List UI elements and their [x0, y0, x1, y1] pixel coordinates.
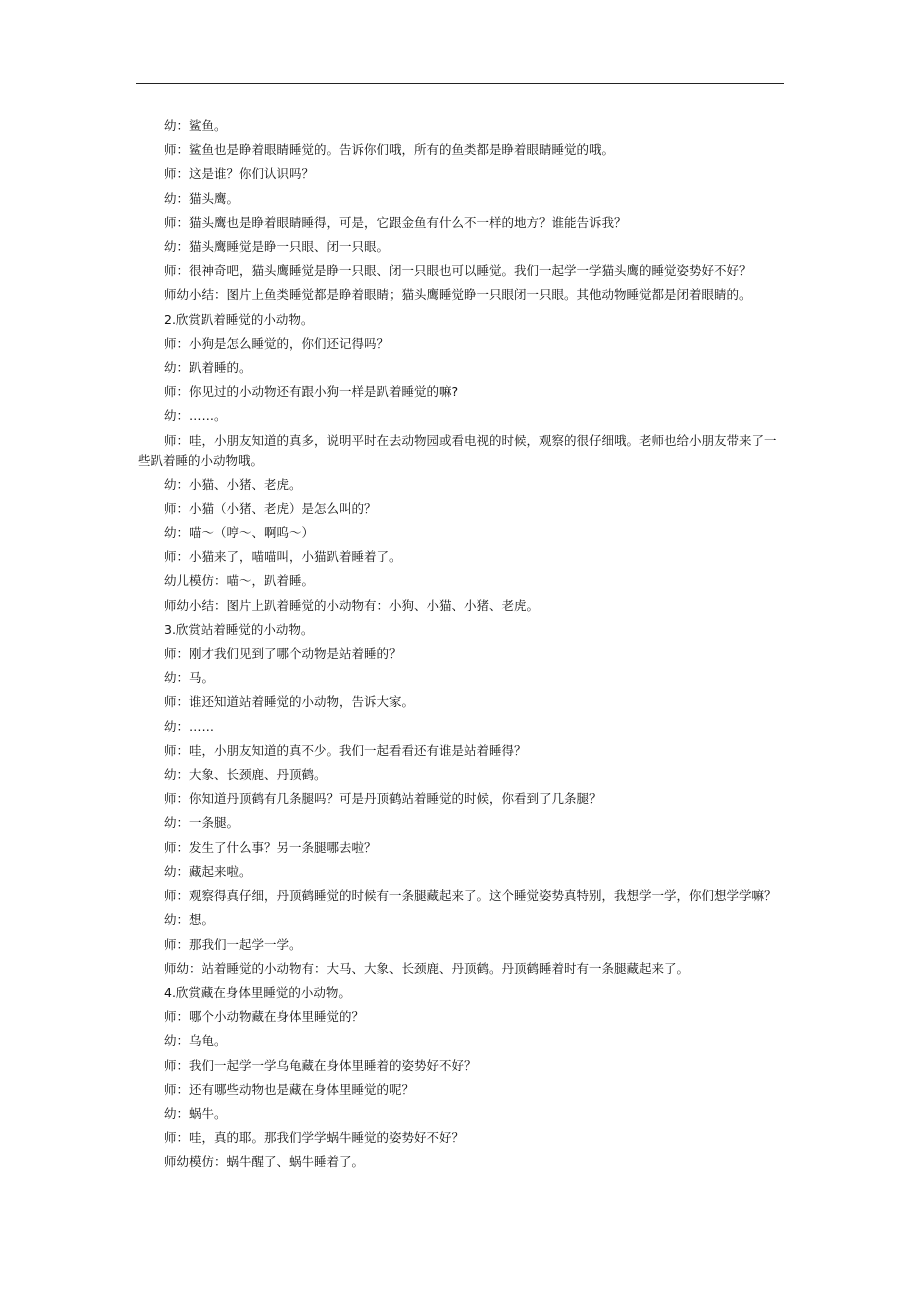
paragraph: 幼：猫头鹰。 — [164, 190, 240, 206]
paragraph: 幼：一条腿。 — [164, 815, 240, 831]
paragraph: 幼：趴着睡的。 — [164, 360, 252, 376]
paragraph: 幼：鲨鱼。 — [164, 118, 227, 133]
paragraph: 师：猫头鹰也是睁着眼睛睡得，可是，它跟金鱼有什么不一样的地方？谁能告诉我？ — [164, 214, 627, 230]
paragraph: 师：还有哪些动物也是藏在身体里睡觉的呢？ — [164, 1081, 415, 1097]
paragraph: 师：那我们一起学一学。 — [164, 936, 302, 952]
paragraph: 师：小猫来了，喵喵叫，小猫趴着睡着了。 — [164, 549, 402, 565]
paragraph: 幼：……。 — [164, 408, 227, 424]
section-heading: 3.欣赏站着睡觉的小动物。 — [164, 621, 314, 637]
paragraph: 师：我们一起学一学乌龟藏在身体里睡着的姿势好不好？ — [164, 1057, 477, 1073]
paragraph: 幼：…… — [164, 718, 215, 734]
paragraph: 师：哇，真的耶。那我们学学蜗牛睡觉的姿势好不好？ — [164, 1130, 465, 1146]
document-body — [138, 114, 784, 1175]
paragraph: 幼：藏起来啦。 — [164, 863, 252, 879]
paragraph: 幼：喵～（哼～、啊呜～） — [164, 525, 315, 541]
paragraph: 师：哇，小朋友知道的真不少。我们一起看看还有谁是站着睡得？ — [164, 742, 527, 758]
paragraph: 师：发生了什么事？另一条腿哪去啦？ — [164, 839, 377, 855]
paragraph: 幼：猫头鹰睡觉是睁一只眼、闭一只眼。 — [164, 239, 390, 255]
paragraph: 幼：想。 — [164, 912, 215, 928]
paragraph: 幼：大象、长颈鹿、丹顶鹤。 — [164, 767, 327, 783]
paragraph: 师：这是谁？你们认识吗？ — [164, 166, 315, 182]
paragraph: 师：很神奇吧，猫头鹰睡觉是睁一只眼、闭一只眼也可以睡觉。我们一起学一学猫头鹰的睡觉姿势好不好？ — [164, 263, 752, 279]
paragraph: 师：你见过的小动物还有跟小狗一样是趴着睡觉的嘛? — [164, 384, 459, 400]
header-rule — [136, 83, 784, 84]
paragraph: 师幼小结：图片上鱼类睡觉都是睁着眼睛；猫头鹰睡觉睁一只眼闭一只眼。其他动物睡觉都是闭着眼睛的。 — [164, 287, 752, 303]
paragraph: 幼：马。 — [164, 670, 215, 686]
paragraph: 师：刚才我们见到了哪个动物是站着睡的？ — [164, 646, 402, 662]
paragraph: 师：观察得真仔细，丹顶鹤睡觉的时候有一条腿藏起来了。这个睡觉姿势真特别，我想学一学，你们想学学嘛？ — [164, 888, 777, 904]
paragraph: 师：谁还知道站着睡觉的小动物，告诉大家。 — [164, 694, 415, 710]
paragraph: 师幼小结：图片上趴着睡觉的小动物有：小狗、小猫、小猪、老虎。 — [164, 597, 540, 613]
paragraph: 师：哪个小动物藏在身体里睡觉的？ — [164, 1009, 365, 1025]
paragraph: 师：你知道丹顶鹤有几条腿吗？可是丹顶鹤站着睡觉的时候，你看到了几条腿？ — [164, 791, 602, 807]
paragraph: 师幼模仿：蜗牛醒了、蜗牛睡着了。 — [164, 1154, 365, 1170]
paragraph: 幼：蜗牛。 — [164, 1105, 227, 1121]
paragraph: 师：哇，小朋友知道的真多，说明平时在去动物园或看电视的时候，观察的很仔细哦。老师也给小朋友带来了一些趴着睡的小动物哦。 — [138, 432, 777, 468]
section-heading: 4.欣赏藏在身体里睡觉的小动物。 — [164, 984, 351, 1000]
paragraph: 师：小狗是怎么睡觉的，你们还记得吗？ — [164, 335, 390, 351]
section-heading: 2.欣赏趴着睡觉的小动物。 — [164, 311, 314, 327]
paragraph: 师：鲨鱼也是睁着眼睛睡觉的。告诉你们哦，所有的鱼类都是睁着眼睛睡觉的哦。 — [164, 142, 615, 158]
paragraph: 师幼：站着睡觉的小动物有：大马、大象、长颈鹿、丹顶鹤。丹顶鹤睡着时有一条腿藏起来了。 — [164, 960, 690, 976]
paragraph: 幼：乌龟。 — [164, 1033, 227, 1049]
paragraph: 幼儿模仿：喵～，趴着睡。 — [164, 573, 315, 589]
paragraph: 师：小猫（小猪、老虎）是怎么叫的？ — [164, 500, 377, 516]
paragraph: 幼：小猫、小猪、老虎。 — [164, 476, 302, 492]
